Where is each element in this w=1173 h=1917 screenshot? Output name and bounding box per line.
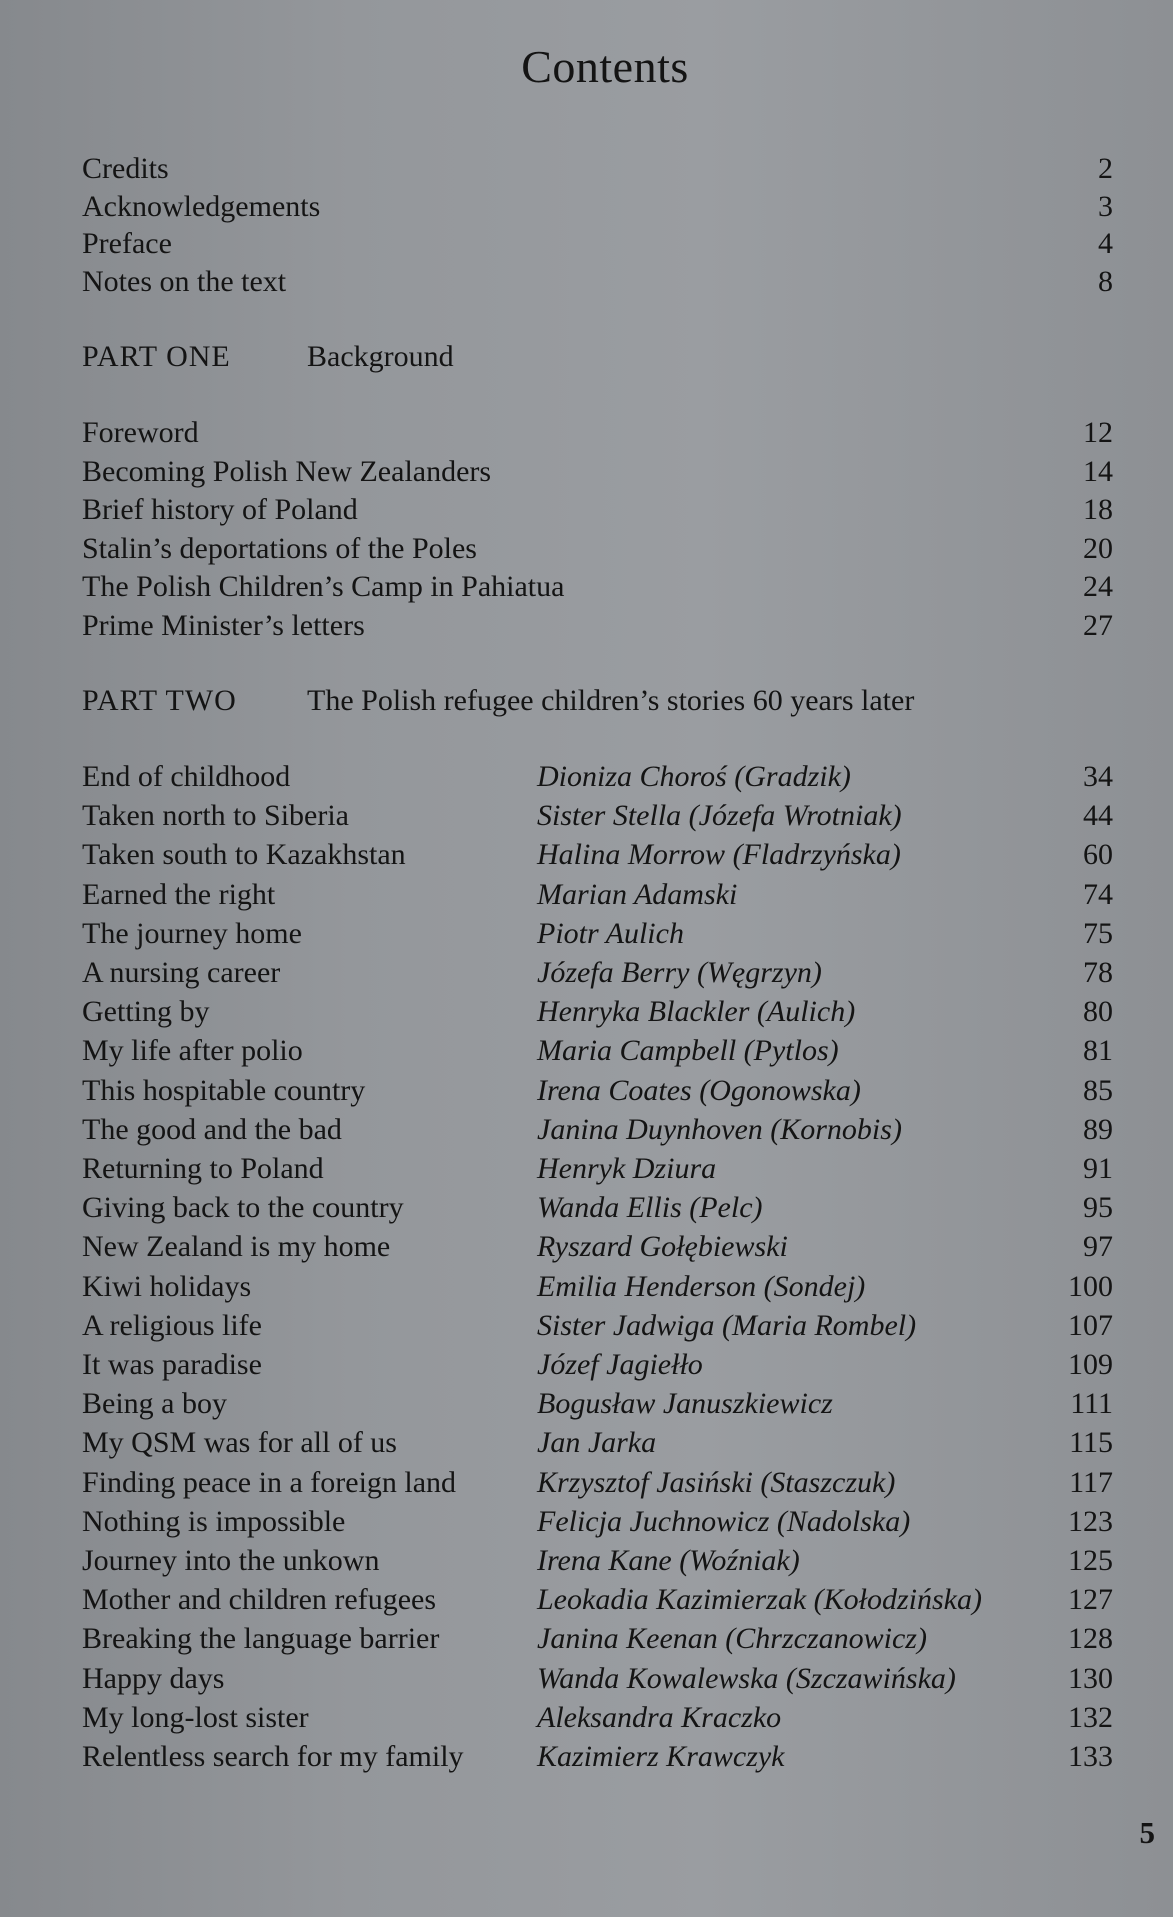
toc-entry <box>0 956 1173 996</box>
entry-page: 115 <box>1069 1426 1113 1460</box>
entry-page: 20 <box>1083 531 1113 565</box>
toc-entry <box>0 416 1173 456</box>
toc-entry <box>0 1074 1173 1114</box>
entry-title: Taken south to Kazakhstan <box>82 838 406 872</box>
entry-title: Relentless search for my family <box>82 1740 464 1773</box>
entry-title: New Zealand is my home <box>82 1230 391 1264</box>
entry-page: 117 <box>1069 1465 1113 1499</box>
toc-entry <box>0 1544 1173 1584</box>
entry-author: Piotr Aulich <box>537 916 684 950</box>
part-two-heading <box>82 684 914 718</box>
entry-author: Józef Jagiełło <box>537 1348 703 1381</box>
toc-entry <box>0 1701 1173 1741</box>
entry-page: 111 <box>1070 1387 1113 1421</box>
toc-entry <box>0 1034 1173 1074</box>
entry-author: Henryk Dziura <box>537 1152 717 1185</box>
entry-title: Foreword <box>82 416 199 449</box>
entry-title: Finding peace in a foreign land <box>82 1465 457 1499</box>
toc-entry <box>0 1387 1173 1427</box>
entry-title: Prime Minister’s letters <box>82 608 365 642</box>
entry-page: 24 <box>1083 570 1113 603</box>
toc-entry <box>0 1583 1173 1623</box>
toc-entry <box>0 1426 1173 1466</box>
entry-author: Halina Morrow (Fladrzyńska) <box>537 838 901 872</box>
toc-entry <box>0 570 1173 610</box>
toc-entry <box>0 1191 1173 1231</box>
entry-page: 97 <box>1083 1230 1113 1264</box>
entry-page: 12 <box>1083 416 1113 449</box>
toc-entry <box>0 227 1173 267</box>
entry-author: Ryszard Gołębiewski <box>537 1230 788 1264</box>
entry-title: Getting by <box>82 995 210 1029</box>
entry-page: 89 <box>1083 1112 1113 1146</box>
entry-title: My life after polio <box>82 1034 303 1068</box>
toc-entry <box>0 1309 1173 1349</box>
entry-author: Emilia Henderson (Sondej) <box>537 1269 866 1303</box>
entry-page: 14 <box>1083 454 1113 488</box>
entry-author: Krzysztof Jasiński (Staszczuk) <box>537 1465 896 1499</box>
part-two-title: The Polish refugee children’s stories 60 years later <box>307 684 915 717</box>
toc-entry <box>0 1113 1173 1153</box>
entry-page: 27 <box>1083 608 1113 642</box>
entry-title: The Polish Children’s Camp in Pahiatua <box>82 570 565 603</box>
entry-author: Aleksandra Kraczko <box>537 1700 782 1734</box>
entry-page: 100 <box>1068 1269 1113 1303</box>
part-one-title: Background <box>307 340 454 373</box>
entry-page: 107 <box>1068 1308 1113 1342</box>
entry-author: Józefa Berry (Węgrzyn) <box>537 956 822 989</box>
entry-title: Becoming Polish New Zealanders <box>82 454 492 488</box>
entry-page: 60 <box>1083 838 1113 872</box>
entry-page: 44 <box>1083 799 1113 833</box>
toc-entry <box>0 1505 1173 1545</box>
entry-author: Marian Adamski <box>537 877 738 911</box>
toc-entry <box>0 152 1173 192</box>
entry-author: Maria Campbell (Pytlos) <box>537 1034 839 1068</box>
entry-author: Janina Duynhoven (Kornobis) <box>537 1112 902 1146</box>
entry-title: Returning to Poland <box>82 1152 324 1185</box>
entry-author: Felicja Juchnowicz (Nadolska) <box>537 1504 911 1538</box>
entry-page: 130 <box>1068 1661 1113 1695</box>
entry-title: Nothing is impossible <box>82 1504 346 1538</box>
toc-entry <box>0 838 1173 878</box>
entry-page: 85 <box>1083 1073 1113 1107</box>
toc-entry <box>0 760 1173 800</box>
entry-title: Earned the right <box>82 877 276 911</box>
entry-page: 4 <box>1098 227 1113 260</box>
entry-page: 109 <box>1068 1348 1113 1381</box>
entry-title: This hospitable country <box>82 1073 366 1107</box>
entry-title: Happy days <box>82 1661 225 1695</box>
entry-author: Wanda Ellis (Pelc) <box>537 1191 763 1225</box>
entry-author: Dioniza Choroś (Gradzik) <box>537 760 851 793</box>
entry-title: Being a boy <box>82 1387 227 1421</box>
entry-page: 78 <box>1083 956 1113 989</box>
entry-title: A nursing career <box>82 956 281 989</box>
toc-entry <box>0 1270 1173 1310</box>
toc-entry <box>0 1740 1173 1780</box>
toc-entry <box>0 609 1173 649</box>
part-two-label: PART TWO <box>82 684 237 717</box>
entry-title: A religious life <box>82 1308 262 1342</box>
entry-title: It was paradise <box>82 1348 262 1381</box>
entry-page: 95 <box>1083 1191 1113 1225</box>
entry-page: 127 <box>1068 1583 1113 1617</box>
toc-entry <box>0 917 1173 957</box>
entry-title: The good and the bad <box>82 1112 342 1146</box>
entry-page: 34 <box>1083 760 1113 793</box>
entry-page: 18 <box>1083 493 1113 526</box>
entry-title: Brief history of Poland <box>82 493 358 526</box>
toc-entry <box>0 1348 1173 1388</box>
entry-page: 81 <box>1083 1034 1113 1068</box>
entry-author: Irena Kane (Woźniak) <box>537 1544 800 1577</box>
toc-entry <box>0 799 1173 839</box>
entry-author: Bogusław Januszkiewicz <box>537 1387 833 1421</box>
entry-author: Wanda Kowalewska (Szczawińska) <box>537 1661 956 1695</box>
toc-entry <box>0 265 1173 305</box>
entry-page: 128 <box>1068 1622 1113 1656</box>
entry-page: 2 <box>1098 152 1113 185</box>
toc-entry <box>0 493 1173 533</box>
entry-page: 132 <box>1068 1700 1113 1734</box>
part-one-label: PART ONE <box>82 340 231 373</box>
entry-title: The journey home <box>82 916 302 950</box>
entry-author: Sister Stella (Józefa Wrotniak) <box>537 799 902 833</box>
entry-page: 74 <box>1083 877 1113 911</box>
entry-title: End of childhood <box>82 760 291 793</box>
toc-entry <box>0 1230 1173 1270</box>
toc-entry <box>0 190 1173 230</box>
page-title: Contents <box>521 41 689 92</box>
entry-page: 8 <box>1098 264 1113 298</box>
toc-entry <box>0 1622 1173 1662</box>
page-number: 5 <box>1139 1815 1155 1850</box>
entry-author: Irena Coates (Ogonowska) <box>537 1073 861 1107</box>
toc-entry <box>0 878 1173 918</box>
entry-author: Janina Keenan (Chrzczanowicz) <box>537 1622 927 1656</box>
toc-entry <box>0 1662 1173 1702</box>
toc-entry <box>0 532 1173 572</box>
entry-page: 3 <box>1098 189 1113 223</box>
entry-title: Credits <box>82 152 169 185</box>
toc-entry <box>0 1152 1173 1192</box>
entry-title: Mother and children refugees <box>82 1583 437 1617</box>
entry-title: Journey into the unkown <box>82 1544 380 1577</box>
entry-author: Henryka Blackler (Aulich) <box>537 995 856 1029</box>
entry-author: Jan Jarka <box>537 1426 657 1460</box>
toc-entry <box>0 1466 1173 1506</box>
entry-page: 91 <box>1083 1152 1113 1185</box>
entry-title: Taken north to Siberia <box>82 799 349 833</box>
entry-title: My long-lost sister <box>82 1700 309 1734</box>
entry-title: Kiwi holidays <box>82 1269 252 1303</box>
entry-title: Preface <box>82 227 172 260</box>
entry-page: 80 <box>1083 995 1113 1029</box>
entry-title: Giving back to the country <box>82 1191 404 1225</box>
part-one-heading <box>82 340 454 374</box>
entry-title: My QSM was for all of us <box>82 1426 397 1460</box>
entry-title: Acknowledgements <box>82 189 321 223</box>
toc-entry <box>0 995 1173 1035</box>
entry-title: Stalin’s deportations of the Poles <box>82 531 477 565</box>
entry-page: 125 <box>1068 1544 1113 1577</box>
toc-entry <box>0 455 1173 495</box>
entry-page: 133 <box>1068 1740 1113 1773</box>
entry-title: Notes on the text <box>82 264 287 298</box>
entry-author: Sister Jadwiga (Maria Rombel) <box>537 1308 917 1342</box>
entry-page: 75 <box>1083 916 1113 950</box>
entry-author: Kazimierz Krawczyk <box>537 1740 785 1773</box>
entry-author: Leokadia Kazimierzak (Kołodzińska) <box>537 1583 982 1617</box>
entry-page: 123 <box>1068 1504 1113 1538</box>
entry-title: Breaking the language barrier <box>82 1622 440 1656</box>
